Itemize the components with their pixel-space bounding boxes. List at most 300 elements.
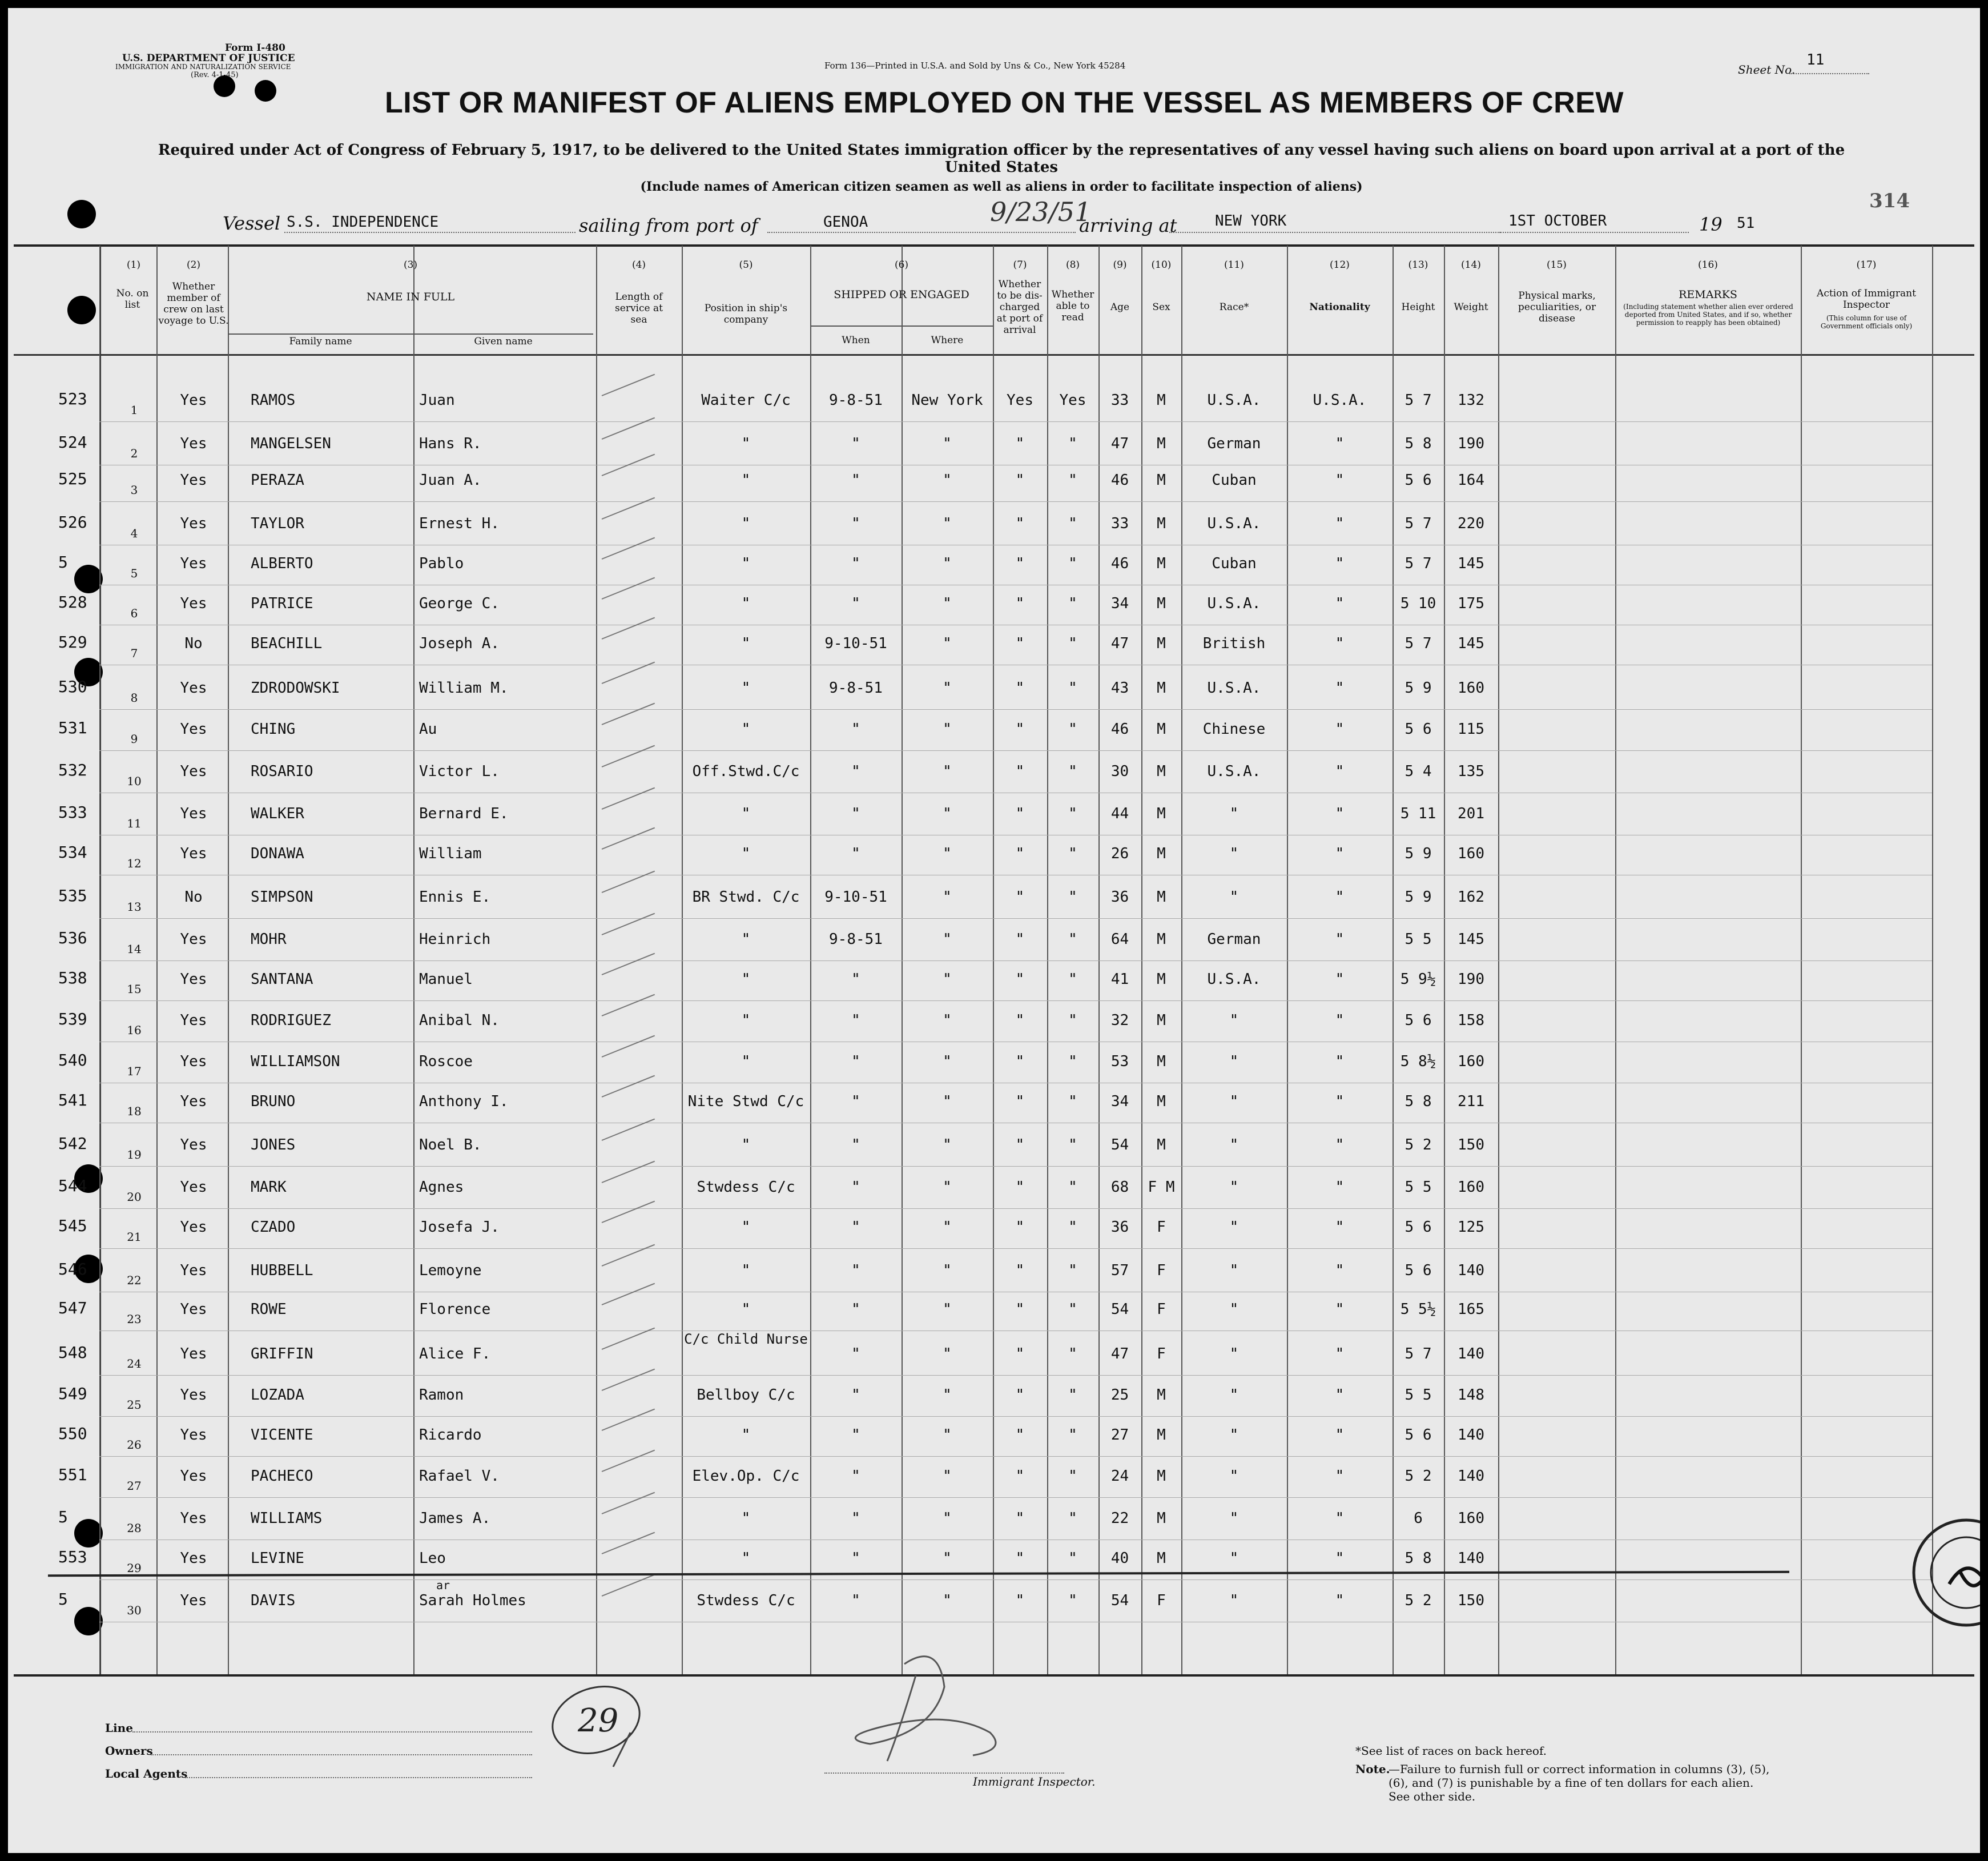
shipped-where-cell: " (943, 763, 952, 780)
record-number: 523 (58, 389, 87, 408)
record-number: 538 (58, 968, 87, 987)
record-number: 546 (58, 1260, 87, 1279)
column-divider (596, 246, 597, 1674)
age-cell: 47 (1110, 1345, 1129, 1362)
shipped-when-cell: " (851, 1468, 860, 1485)
height-cell: 5 9½ (1400, 971, 1436, 988)
list-number: 6 (130, 606, 138, 620)
height-cell: 5 6 (1405, 1012, 1432, 1029)
table-top-border (14, 244, 1974, 247)
service-length-mark (602, 1574, 655, 1597)
col12-header: Nationality (1309, 302, 1370, 313)
col14-header: Weight (1454, 302, 1488, 313)
shipped-when-cell: " (851, 555, 860, 572)
service-length-mark (602, 1369, 655, 1391)
height-cell: 5 5 (1405, 1386, 1432, 1404)
nationality-cell: " (1335, 435, 1345, 452)
record-number: 526 (58, 513, 87, 532)
record-number: 544 (58, 1176, 87, 1195)
nationality-cell: " (1335, 1012, 1345, 1029)
stamp-number: 314 (1869, 190, 1910, 212)
sex-cell: M (1157, 971, 1166, 988)
col4-header: Length of service at sea (615, 291, 663, 325)
weight-cell: 140 (1458, 1262, 1484, 1279)
height-cell: 5 5 (1405, 931, 1432, 948)
col2-num: (2) (186, 259, 201, 271)
weight-cell: 145 (1458, 635, 1484, 652)
list-number: 25 (127, 1398, 142, 1412)
family-name-cell: WILLIAMSON (251, 1053, 340, 1070)
sailing-label: sailing from port of (579, 215, 758, 236)
race-cell: " (1229, 1550, 1239, 1567)
line-signature-line (132, 1731, 532, 1733)
col2-header: Whether member of crew on last voyage to U.S. (158, 281, 229, 327)
nationality-cell: " (1335, 1468, 1345, 1485)
service-length-mark (602, 1201, 655, 1223)
sex-cell: M (1157, 1136, 1166, 1153)
record-number: 542 (58, 1134, 87, 1153)
race-cell: " (1229, 1426, 1239, 1444)
weight-cell: 115 (1458, 721, 1484, 738)
discharged-cell: " (1015, 555, 1025, 572)
list-number: 22 (127, 1273, 142, 1287)
record-number: 5 (58, 553, 68, 572)
shipped-where-cell: " (943, 1219, 952, 1236)
col3b-header: Given name (474, 336, 533, 347)
col5-header: Position in ship's company (704, 303, 788, 325)
nationality-cell: " (1335, 1179, 1345, 1196)
able-to-read-cell: " (1068, 805, 1077, 822)
position-cell: " (741, 1510, 751, 1527)
col6b-header: Where (931, 335, 964, 346)
record-number: 540 (58, 1051, 87, 1070)
col10-num: (10) (1151, 259, 1172, 271)
discharged-cell: " (1015, 971, 1025, 988)
family-name-cell: SIMPSON (251, 889, 313, 906)
height-cell: 5 6 (1405, 1426, 1432, 1444)
port-to: NEW YORK (1215, 212, 1287, 230)
agents-label: Local Agents (105, 1767, 188, 1780)
shipped-where-cell: " (943, 1386, 952, 1404)
weight-cell: 135 (1458, 763, 1484, 780)
age-cell: 53 (1110, 1053, 1129, 1070)
given-name-cell: Roscoe (419, 1053, 473, 1070)
shipped-where-cell: " (943, 931, 952, 948)
weight-cell: 140 (1458, 1550, 1484, 1567)
year-value: 51 (1737, 215, 1755, 232)
sex-cell: F (1157, 1592, 1166, 1609)
height-cell: 6 (1414, 1510, 1423, 1527)
last-voyage-cell: Yes (180, 1179, 207, 1196)
list-number: 12 (127, 857, 142, 870)
family-name-cell: MANGELSEN (251, 435, 331, 452)
sex-cell: M (1157, 1550, 1166, 1567)
col13-num: (13) (1408, 259, 1428, 271)
nationality-cell: " (1335, 1592, 1345, 1609)
nationality-cell: " (1335, 1136, 1345, 1153)
col9-num: (9) (1113, 259, 1127, 271)
sex-cell: M (1157, 845, 1166, 862)
able-to-read-cell: " (1068, 1386, 1077, 1404)
last-voyage-cell: Yes (180, 1510, 207, 1527)
position-cell: " (741, 931, 751, 948)
last-voyage-cell: Yes (180, 1136, 207, 1153)
col15-num: (15) (1547, 259, 1567, 271)
row-divider (99, 1375, 1932, 1376)
age-cell: 57 (1110, 1262, 1129, 1279)
family-name-cell: ROWE (251, 1301, 287, 1318)
col7-header: Whether to be dis-charged at port of arrival (996, 279, 1043, 336)
nationality-cell: U.S.A. (1313, 392, 1367, 409)
handwritten-date: 9/23/51 (990, 196, 1092, 227)
height-cell: 5 7 (1405, 1345, 1432, 1362)
nationality-cell: " (1335, 555, 1345, 572)
weight-cell: 132 (1458, 392, 1484, 409)
column-divider (682, 246, 683, 1674)
sex-cell: M (1157, 1093, 1166, 1110)
able-to-read-cell: " (1068, 680, 1077, 697)
list-number: 27 (127, 1479, 142, 1493)
shipped-where-cell: " (943, 1592, 952, 1609)
nationality-cell: " (1335, 721, 1345, 738)
able-to-read-cell: " (1068, 1093, 1077, 1110)
last-voyage-cell: Yes (180, 515, 207, 532)
last-voyage-cell: Yes (180, 1012, 207, 1029)
sex-cell: M (1157, 1426, 1166, 1444)
position-cell: " (741, 971, 751, 988)
agents-signature-line (185, 1777, 532, 1778)
position-cell: " (741, 845, 751, 862)
family-name-cell: LEVINE (251, 1550, 304, 1567)
race-cell: British (1202, 635, 1266, 652)
shipped-when-cell: " (851, 971, 860, 988)
weight-cell: 160 (1458, 680, 1484, 697)
owners-signature-line (151, 1754, 532, 1755)
shipped-where-cell: " (943, 1012, 952, 1029)
shipped-when-cell: " (851, 595, 860, 612)
able-to-read-cell: " (1068, 1426, 1077, 1444)
position-cell: " (741, 1426, 751, 1444)
able-to-read-cell: Yes (1059, 392, 1086, 409)
family-name-cell: CZADO (251, 1219, 296, 1236)
weight-cell: 140 (1458, 1345, 1484, 1362)
service-length-mark (602, 953, 655, 975)
service-length-mark (602, 577, 655, 600)
weight-cell: 160 (1458, 1053, 1484, 1070)
record-number: 5 (58, 1590, 68, 1609)
service-length-mark (602, 417, 655, 440)
age-cell: 22 (1110, 1510, 1129, 1527)
discharged-cell: " (1015, 1262, 1025, 1279)
able-to-read-cell: " (1068, 435, 1077, 452)
race-cell: Cuban (1212, 472, 1257, 489)
family-name-cell: MOHR (251, 931, 287, 948)
position-cell: " (741, 472, 751, 489)
race-cell: " (1229, 845, 1239, 862)
position-cell: Waiter C/c (701, 392, 791, 409)
record-number: 5 (58, 1508, 68, 1526)
record-number: 549 (58, 1384, 87, 1403)
service-length-mark (602, 1035, 655, 1058)
height-cell: 5 6 (1405, 472, 1432, 489)
race-cell: " (1229, 1386, 1239, 1404)
record-number: 533 (58, 803, 87, 822)
weight-cell: 150 (1458, 1136, 1484, 1153)
race-cell: " (1229, 1179, 1239, 1196)
family-name-cell: JONES (251, 1136, 296, 1153)
page-title: LIST OR MANIFEST OF ALIENS EMPLOYED ON THE VESSEL AS MEMBERS OF CREW (385, 86, 1624, 119)
col1-num: (1) (126, 259, 141, 271)
race-cell: " (1229, 1301, 1239, 1318)
record-number: 525 (58, 469, 87, 488)
list-number: 24 (127, 1357, 142, 1370)
shipped-when-cell: " (851, 845, 860, 862)
given-name-cell: Au (419, 721, 437, 738)
shipped-when-cell: 9-10-51 (824, 635, 887, 652)
height-cell: 5 9 (1405, 845, 1432, 862)
inspector-signature (802, 1641, 1041, 1772)
race-cell: " (1229, 1053, 1239, 1070)
shipped-when-cell: 9-8-51 (829, 392, 883, 409)
weight-cell: 190 (1458, 971, 1484, 988)
column-divider (993, 246, 994, 1674)
family-name-cell: CHING (251, 721, 296, 738)
given-name-cell: Anthony I. (419, 1093, 509, 1110)
race-cell: " (1229, 1219, 1239, 1236)
age-cell: 64 (1110, 931, 1129, 948)
column-divider (902, 246, 903, 1674)
nationality-cell: " (1335, 845, 1345, 862)
record-number: 545 (58, 1216, 87, 1235)
nationality-cell: " (1335, 1386, 1345, 1404)
shipped-when-cell: " (851, 1093, 860, 1110)
weight-cell: 175 (1458, 595, 1484, 612)
able-to-read-cell: " (1068, 1136, 1077, 1153)
age-cell: 25 (1110, 1386, 1129, 1404)
discharged-cell: " (1015, 1345, 1025, 1362)
discharged-cell: " (1015, 1136, 1025, 1153)
family-name-cell: WALKER (251, 805, 304, 822)
record-number: 553 (58, 1548, 87, 1566)
shipped-where-cell: " (943, 635, 952, 652)
age-cell: 32 (1110, 1012, 1129, 1029)
list-number: 20 (127, 1190, 142, 1204)
discharged-cell: " (1015, 1550, 1025, 1567)
age-cell: 54 (1110, 1136, 1129, 1153)
family-name-cell: ROSARIO (251, 763, 313, 780)
sex-cell: M (1157, 1468, 1166, 1485)
department-name: U.S. DEPARTMENT OF JUSTICE (122, 53, 295, 64)
position-cell: " (741, 1262, 751, 1279)
given-name-cell: Bernard E. (419, 805, 509, 822)
weight-cell: 201 (1458, 805, 1484, 822)
record-number: 524 (58, 433, 87, 452)
sex-cell: F (1157, 1345, 1166, 1362)
last-voyage-cell: Yes (180, 435, 207, 452)
sex-cell: F (1157, 1301, 1166, 1318)
nationality-cell: " (1335, 515, 1345, 532)
last-voyage-cell: Yes (180, 805, 207, 822)
nationality-cell: " (1335, 595, 1345, 612)
column-divider (1615, 246, 1616, 1674)
height-cell: 5 8 (1405, 1093, 1432, 1110)
discharged-cell: " (1015, 680, 1025, 697)
shipped-where-cell: New York (911, 392, 983, 409)
column-divider (1098, 246, 1100, 1674)
shipped-where-cell: " (943, 845, 952, 862)
record-number: 535 (58, 886, 87, 905)
service-length-mark (602, 1409, 655, 1431)
shipped-where-cell: " (943, 555, 952, 572)
column-divider (1047, 246, 1048, 1674)
age-cell: 34 (1110, 595, 1129, 612)
race-cell: U.S.A. (1207, 595, 1261, 612)
sex-cell: M (1157, 392, 1166, 409)
owners-label: Owners (105, 1744, 153, 1758)
age-cell: 24 (1110, 1468, 1129, 1485)
able-to-read-cell: " (1068, 1012, 1077, 1029)
last-voyage-cell: Yes (180, 472, 207, 489)
given-name-cell: Pablo (419, 555, 464, 572)
discharged-cell: " (1015, 435, 1025, 452)
service-length-mark (602, 537, 655, 560)
position-cell: Nite Stwd C/c (687, 1093, 804, 1110)
col16-header: REMARKS (1679, 288, 1737, 301)
given-name-cell: William (419, 845, 482, 862)
col11-num: (11) (1224, 259, 1244, 271)
shipped-when-cell: " (851, 1510, 860, 1527)
row-divider (99, 709, 1932, 710)
weight-cell: 190 (1458, 435, 1484, 452)
list-number: 15 (127, 982, 142, 996)
row-divider (99, 1248, 1932, 1249)
given-name-cell: Juan (419, 392, 455, 409)
column-divider (1141, 246, 1142, 1674)
shipped-when-cell: " (851, 1136, 860, 1153)
discharged-cell: " (1015, 595, 1025, 612)
sex-cell: M (1157, 515, 1166, 532)
shipped-where-cell: " (943, 515, 952, 532)
row-divider (99, 960, 1932, 961)
given-name-cell: Heinrich (419, 931, 491, 948)
col16-num: (16) (1698, 259, 1718, 271)
col16-subheader: (Including statement whether alien ever ordered deported from United States, and if so, whether permission to reapply has been obtained) (1623, 303, 1793, 327)
inspector-signature-line (824, 1772, 1064, 1774)
service-length-mark (602, 497, 655, 520)
col5-num: (5) (739, 259, 753, 271)
list-number: 10 (127, 774, 142, 788)
family-name-cell: RODRIGUEZ (251, 1012, 331, 1029)
family-name-cell: TAYLOR (251, 515, 304, 532)
discharged-cell: " (1015, 1219, 1025, 1236)
family-name-cell: MARK (251, 1179, 287, 1196)
discharged-cell: " (1015, 1053, 1025, 1070)
position-cell: BR Stwd. C/c (692, 889, 800, 906)
position-cell: " (741, 635, 751, 652)
shipped-where-cell: " (943, 1550, 952, 1567)
age-cell: 33 (1110, 392, 1129, 409)
shipped-where-cell: " (943, 1426, 952, 1444)
able-to-read-cell: " (1068, 1053, 1077, 1070)
position-cell: " (741, 721, 751, 738)
age-cell: 46 (1110, 721, 1129, 738)
col17-subheader: (This column for use of Government officials only) (1820, 314, 1913, 330)
race-cell: " (1229, 1345, 1239, 1362)
vessel-label: Vessel (223, 212, 281, 234)
race-cell: " (1229, 1262, 1239, 1279)
shipped-when-cell: " (851, 1345, 860, 1362)
shipped-when-cell: " (851, 1179, 860, 1196)
height-cell: 5 7 (1405, 392, 1432, 409)
shipped-where-cell: " (943, 1262, 952, 1279)
list-number: 23 (127, 1312, 142, 1326)
last-voyage-cell: No (184, 635, 203, 652)
list-number: 2 (130, 447, 138, 460)
height-cell: 5 6 (1405, 1262, 1432, 1279)
family-name-cell: WILLIAMS (251, 1510, 323, 1527)
strikethrough-line (48, 1571, 1789, 1577)
list-number: 14 (127, 942, 142, 956)
weight-cell: 158 (1458, 1012, 1484, 1029)
family-name-cell: DAVIS (251, 1592, 296, 1609)
sex-cell: M (1157, 1012, 1166, 1029)
weight-cell: 145 (1458, 555, 1484, 572)
nationality-cell: " (1335, 889, 1345, 906)
record-number: 531 (58, 718, 87, 737)
service-length-mark (602, 787, 655, 810)
nationality-cell: " (1335, 635, 1345, 652)
consulate-seal (1909, 1516, 1980, 1630)
nationality-cell: " (1335, 971, 1345, 988)
last-voyage-cell: Yes (180, 1053, 207, 1070)
subheader-divider (228, 333, 593, 335)
last-voyage-cell: Yes (180, 392, 207, 409)
col4-num: (4) (631, 259, 646, 271)
last-voyage-cell: Yes (180, 845, 207, 862)
row-divider (99, 1456, 1932, 1457)
col6-num: (6) (894, 259, 909, 271)
shipped-when-cell: 9-8-51 (829, 680, 883, 697)
age-cell: 41 (1110, 971, 1129, 988)
able-to-read-cell: " (1068, 1550, 1077, 1567)
shipped-where-cell: " (943, 1345, 952, 1362)
column-divider (413, 246, 414, 1674)
row-divider (99, 421, 1932, 422)
able-to-read-cell: " (1068, 763, 1077, 780)
sex-cell: M (1157, 889, 1166, 906)
service-length-mark (602, 1532, 655, 1554)
position-cell: " (741, 435, 751, 452)
nationality-cell: " (1335, 1219, 1345, 1236)
col6-header: SHIPPED OR ENGAGED (834, 288, 969, 301)
list-number: 9 (130, 732, 138, 746)
weight-cell: 211 (1458, 1093, 1484, 1110)
height-cell: 5 7 (1405, 555, 1432, 572)
shipped-when-cell: " (851, 1592, 860, 1609)
sex-cell: M (1157, 435, 1166, 452)
col7-num: (7) (1013, 259, 1027, 271)
shipped-when-cell: " (851, 721, 860, 738)
circled-count (539, 1675, 665, 1778)
age-cell: 33 (1110, 515, 1129, 532)
discharged-cell: " (1015, 805, 1025, 822)
row-divider (99, 1166, 1932, 1167)
height-cell: 5 8½ (1400, 1053, 1436, 1070)
race-cell: U.S.A. (1207, 515, 1261, 532)
height-cell: 5 2 (1405, 1136, 1432, 1153)
row-divider (99, 1497, 1932, 1498)
weight-cell: 220 (1458, 515, 1484, 532)
